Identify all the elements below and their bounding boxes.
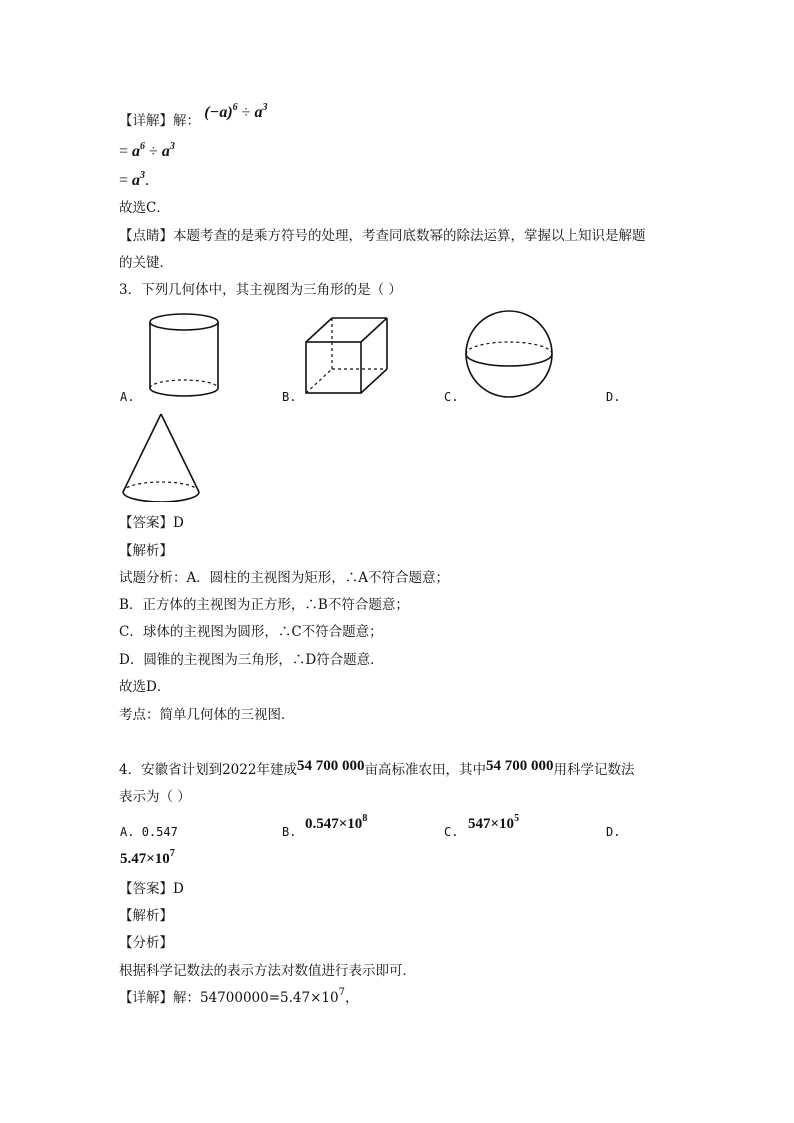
- q4-detail: 【详解】解：$54700000=5.47\times 10^7$，: [119, 987, 359, 1006]
- q4-option-b-value: $0.547\times 10^8$: [305, 813, 368, 832]
- q4-option-c-value: $547\times 10^5$: [468, 813, 520, 832]
- q3-analysis-line: 考点：简单几何体的三视图．: [119, 707, 295, 723]
- q3-analysis-line: C．球体的主视图为圆形，∴C不符合题意；: [119, 624, 383, 640]
- q3-stem: 3．下列几何体中，其主视图为三角形的是（ ）: [119, 282, 402, 298]
- q3-option-c: C.: [444, 390, 459, 404]
- cube-figure: [302, 314, 392, 400]
- q4-option-c-label: C.: [444, 825, 459, 839]
- detail-label: 【详解】解：: [119, 113, 200, 129]
- step3-expression: = $a^3$.: [119, 170, 150, 189]
- q4-number-2: 54 700 000: [485, 758, 554, 774]
- q4-analysis-title: 【解析】: [119, 908, 173, 924]
- q4-number-1: 54 700 000: [296, 758, 365, 774]
- point-line-1: 【点睛】本题考查的是乘方符号的处理，考查同底数幂的除法运算，掌握以上知识是解题: [119, 228, 646, 244]
- cone-figure: [120, 410, 202, 502]
- q4-stem-line2: 表示为（ ）: [119, 789, 191, 805]
- q3-analysis-line: 故选D．: [119, 679, 171, 695]
- q4-analysis-text: 根据科学记数法的表示方法对数值进行表示即可．: [119, 963, 416, 979]
- step-line-2: [119, 142, 175, 162]
- q4-stem-line1: 4．安徽省计划到2022年建成54 700 000亩高标准农田，其中54 700 000用科学记数法: [119, 758, 635, 778]
- q4-option-d-value: $5.47\times 10^7$: [120, 848, 175, 867]
- step2-expression: = $a^6 \div a^3$: [119, 141, 175, 160]
- q3-option-d: D.: [606, 390, 621, 404]
- q3-analysis-title: 【解析】: [119, 543, 173, 559]
- choose-c-line: 故选C．: [119, 200, 170, 216]
- power-expression: $(-a)^6 \div a^3$: [204, 102, 268, 121]
- q3-option-b: B.: [282, 390, 297, 404]
- q3-answer: 【答案】D: [119, 515, 184, 531]
- q4-option-d-label: D.: [606, 825, 621, 839]
- q3-option-a: A.: [120, 390, 135, 404]
- q3-analysis-line: D．圆锥的主视图为三角形，∴D符合题意．: [119, 652, 384, 668]
- detail-line: [119, 102, 268, 131]
- q3-analysis-line: B．正方体的主视图为正方形，∴B不符合题意；: [119, 597, 409, 613]
- q3-analysis-line: 试题分析：A．圆柱的主视图为矩形，∴A不符合题意；: [119, 570, 449, 586]
- q4-answer: 【答案】D: [119, 881, 184, 897]
- q4-option-a: A. 0.547: [120, 825, 178, 839]
- sphere-figure: [464, 308, 556, 400]
- q4-option-b-label: B.: [282, 825, 297, 839]
- cylinder-figure: [146, 310, 228, 402]
- q4-analysis-sub: 【分析】: [119, 935, 173, 951]
- step-line-3: [119, 171, 149, 191]
- point-line-2: 的关键．: [119, 255, 173, 271]
